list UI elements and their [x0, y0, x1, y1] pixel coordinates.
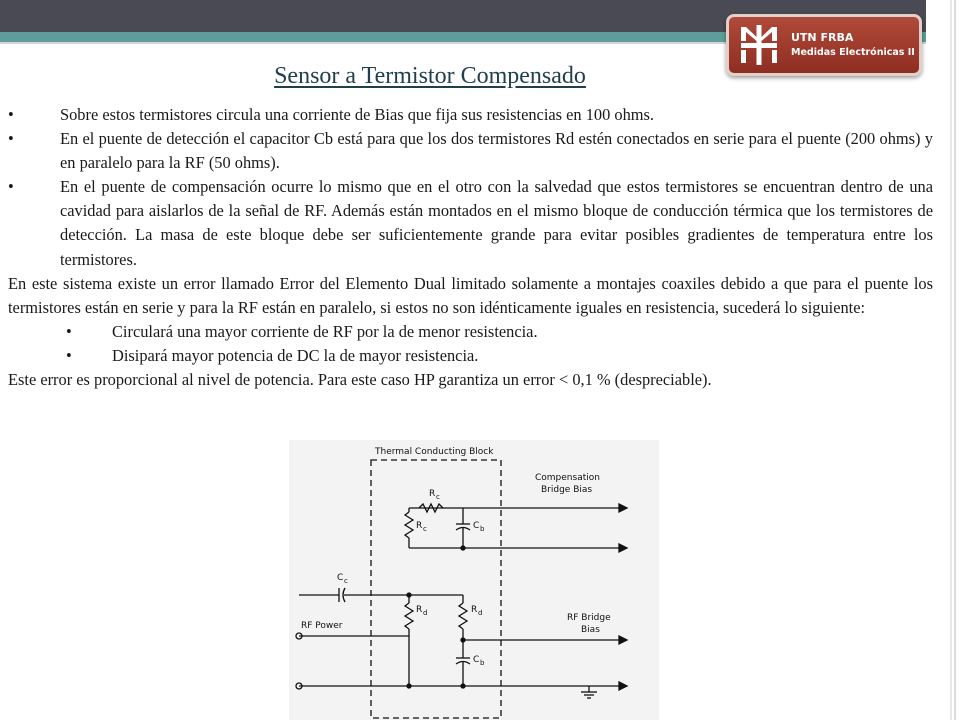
bullet-dot-icon: •: [66, 321, 72, 341]
slide-title: Sensor a Termistor Compensado: [274, 63, 586, 89]
slide-body: [8, 103, 933, 392]
bullet-item: [8, 103, 933, 127]
bullet-dot-icon: •: [66, 345, 72, 365]
diagram-label-rc-top: R: [429, 489, 436, 499]
diagram-label-cb-upper-sub: b: [480, 525, 485, 533]
sub-bullet-text: Disipará mayor potencia de DC la de mayor resistencia.: [112, 345, 479, 365]
diagram-label-rc-left: R: [416, 521, 423, 531]
bullet-text: En el puente de detección el capacitor Cb está para que los dos termistores Rd estén conectados en serie para el puente (200 ohms) y en paralelo para la RF (50 ohms).: [60, 129, 933, 173]
paragraph-error-proportional: Este error es proporcional al nivel de potencia. Para este caso HP garantiza un error < 0,1 % (despreciable).: [8, 370, 712, 390]
diagram-label-rc-top-sub: c: [436, 493, 440, 501]
sub-bullet-item: [8, 320, 933, 344]
diagram-label-bridge-bias: Bridge Bias: [541, 485, 593, 495]
diagram-label-bias: Bias: [581, 625, 600, 635]
diagram-label-cb-lower: C: [473, 655, 480, 665]
diagram-label-cb-lower-sub: b: [480, 659, 485, 667]
diagram-label-cc-sub: c: [344, 577, 348, 585]
paragraph-dual-element-error: En este sistema existe un error llamado Error del Elemento Dual limitado solamente a montajes coaxiles debido a que para el puente los termistores están en serie y para la RF están en paralelo, si estos no son idénticamente iguales en resistencia, sucederá lo siguiente:: [8, 273, 933, 317]
thermistor-bridge-schematic: [289, 440, 659, 720]
diagram-label-rd-right-sub: d: [478, 609, 483, 617]
bullet-text: En el puente de compensación ocurre lo mismo que en el otro con la salvedad que estos termistores se encuentran dentro de una cavidad para aislarlos de la señal de RF. Además están montados en el mismo bloque de conducción térmica que los termistores de detección. La masa de este bloque debe ser suficientemente grande para evitar posibles gradientes de temperatura entre los termistores.: [60, 177, 933, 269]
diagram-label-rf-bridge: RF Bridge: [567, 613, 611, 623]
circuit-diagram: [289, 440, 659, 720]
logo-title: UTN FRBA: [791, 31, 854, 44]
diagram-label-cc: C: [337, 573, 344, 583]
bullet-item: [8, 175, 933, 271]
diagram-label-rd-right: R: [471, 605, 478, 615]
bullet-item: [8, 127, 933, 175]
sub-bullet-text: Circulará una mayor corriente de RF por la de menor resistencia.: [112, 321, 538, 341]
bullet-dot-icon: •: [8, 177, 14, 197]
diagram-label-compensation: Compensation: [535, 473, 600, 483]
logo-subtitle: Medidas Electrónicas II: [791, 47, 915, 58]
bullet-text: Sobre estos termistores circula una corriente de Bias que fija sus resistencias en 100 ohms.: [60, 105, 655, 124]
utn-emblem-icon: [737, 25, 781, 65]
diagram-label-rf-power: RF Power: [301, 621, 343, 631]
bullet-dot-icon: •: [8, 105, 14, 124]
diagram-label-rc-left-sub: c: [423, 525, 427, 533]
sub-bullet-item: [8, 344, 933, 368]
diagram-label-rd-left-sub: d: [423, 609, 428, 617]
bullet-dot-icon: •: [8, 129, 14, 149]
diagram-label-block: Thermal Conducting Block: [375, 447, 494, 457]
diagram-label-cb-upper: C: [473, 521, 480, 531]
diagram-label-rd-left: R: [416, 605, 423, 615]
